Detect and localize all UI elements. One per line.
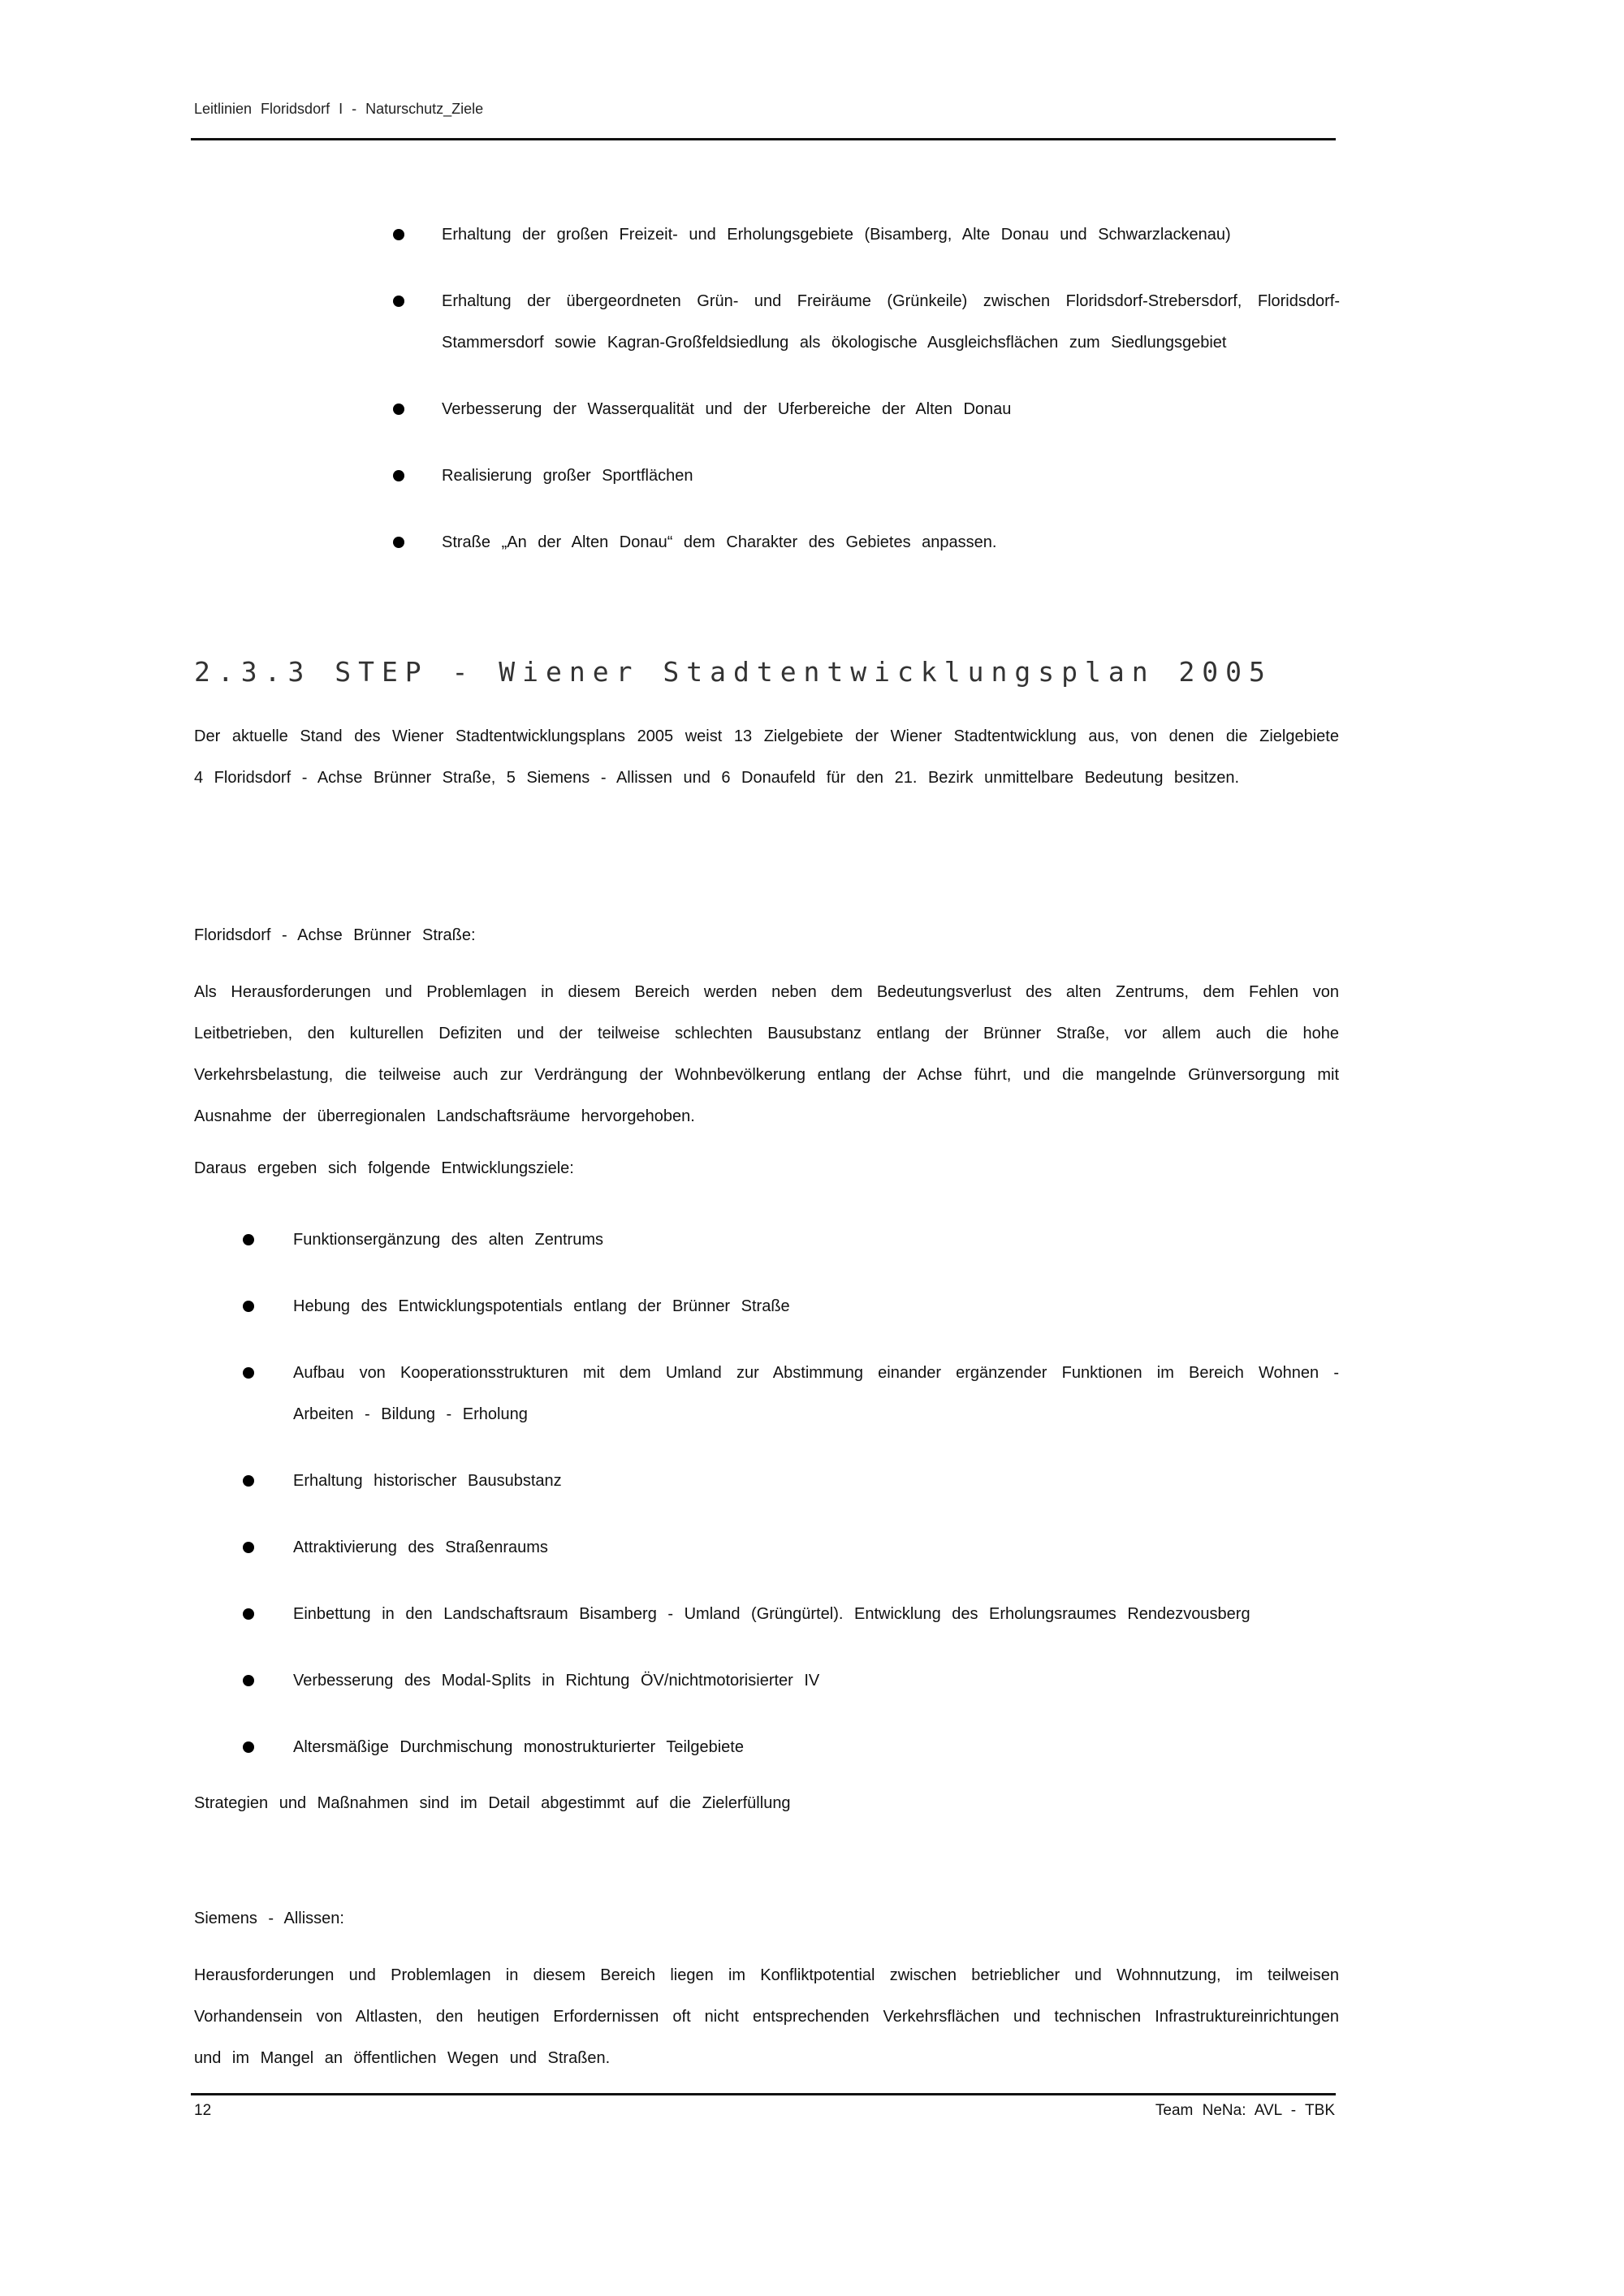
bullet-icon (393, 537, 404, 548)
bullet-icon (393, 470, 404, 481)
floridsdorf-goals-list (293, 1219, 1339, 1793)
naturschutz-goals-list (442, 214, 1340, 589)
bullet-icon (243, 1542, 254, 1553)
list-item: Erhaltung der großen Freizeit- und Erholungsgebiete (Bisamberg, Alte Donau und Schwarzlackenau) (442, 214, 1340, 256)
strategies-note: Strategien und Maßnahmen sind im Detail abgestimmt auf die Zielerfüllung (194, 1794, 791, 1812)
floridsdorf-heading: Floridsdorf - Achse Brünner Straße: (194, 926, 476, 944)
header-rule (191, 138, 1336, 140)
list-item: Erhaltung der übergeordneten Grün- und Freiräume (Grünkeile) zwischen Floridsdorf-Strebersdorf, Floridsdorf-Stammersdorf sowie Kagran-Großfeldsiedlung als ökologische Ausgleichsflächen zum Siedlungsgebiet (442, 281, 1340, 364)
list-item: Erhaltung historischer Bausubstanz (293, 1461, 1339, 1502)
bullet-icon (243, 1234, 254, 1245)
bullet-icon (243, 1301, 254, 1312)
floridsdorf-paragraph: Als Herausforderungen und Problemlagen in diesem Bereich werden neben dem Bedeutungsverlust des alten Zentrums, dem Fehlen von Leitbetrieben, den kulturellen Defiziten und der teilweise schlechten Bausubstanz entlang der Brünner Straße, vor allem auch die hohe Verkehrsbelastung, die teilweise auch zur Verdrängung der Wohnbevölkerung entlang der Achse führt, und die mangelnde Grünversorgung mit Ausnahme der überregionalen Landschaftsräume hervorgehoben. (194, 983, 1339, 1125)
siemens-heading: Siemens - Allissen: (194, 1910, 344, 1927)
footer-rule (191, 2093, 1336, 2095)
bullet-icon (243, 1367, 254, 1379)
list-item: Einbettung in den Landschaftsraum Bisamberg - Umland (Grüngürtel). Entwicklung des Erholungsraumes Rendezvousberg (293, 1594, 1339, 1635)
section-intro: Der aktuelle Stand des Wiener Stadtentwicklungsplans 2005 weist 13 Zielgebiete der Wiener Stadtentwicklung aus, von denen die Zielgebiete 4 Floridsdorf - Achse Brünner Straße, 5 Siemens - Allissen und 6 Donaufeld für den 21. Bezirk unmittelbare Bedeutung besitzen. (194, 727, 1339, 787)
bullet-icon (393, 404, 404, 415)
list-item: Hebung des Entwicklungspotentials entlang der Brünner Straße (293, 1286, 1339, 1327)
list-item: Altersmäßige Durchmischung monostrukturierter Teilgebiete (293, 1727, 1339, 1768)
page-number: 12 (194, 2102, 212, 2119)
bullet-icon (243, 1608, 254, 1620)
list-item: Aufbau von Kooperationsstrukturen mit dem Umland zur Abstimmung einander ergänzender Funktionen im Bereich Wohnen - Arbeiten - Bildung - Erholung (293, 1353, 1339, 1435)
siemens-paragraph: Herausforderungen und Problemlagen in diesem Bereich liegen im Konfliktpotential zwischen betrieblicher und Wohnnutzung, im teilweisen Vorhandensein von Altlasten, den heutigen Erfordernissen oft nicht entsprechenden Verkehrsflächen und technischen Infrastruktureinrichtungen und im Mangel an öffentlichen Wegen und Straßen. (194, 1966, 1339, 2067)
list-item: Verbesserung des Modal-Splits in Richtung ÖV/nichtmotorisierter IV (293, 1660, 1339, 1702)
header-title: Leitlinien Floridsdorf I - Naturschutz_Ziele (194, 101, 484, 117)
footer-team: Team NeNa: AVL - TBK (1155, 2102, 1335, 2119)
bullet-icon (393, 229, 404, 240)
list-item: Realisierung großer Sportflächen (442, 455, 1340, 497)
list-item: Funktionsergänzung des alten Zentrums (293, 1219, 1339, 1261)
bullet-icon (393, 296, 404, 307)
list-item: Verbesserung der Wasserqualität und der Uferbereiche der Alten Donau (442, 389, 1340, 430)
bullet-icon (243, 1475, 254, 1487)
bullet-icon (243, 1741, 254, 1753)
goals-intro: Daraus ergeben sich folgende Entwicklungsziele: (194, 1159, 574, 1177)
list-item: Attraktivierung des Straßenraums (293, 1527, 1339, 1569)
list-item: Straße „An der Alten Donau“ dem Charakter des Gebietes anpassen. (442, 522, 1340, 563)
section-heading: 2.3.3 STEP - Wiener Stadtentwicklungsplan 2005 (194, 656, 1272, 688)
bullet-icon (243, 1675, 254, 1686)
